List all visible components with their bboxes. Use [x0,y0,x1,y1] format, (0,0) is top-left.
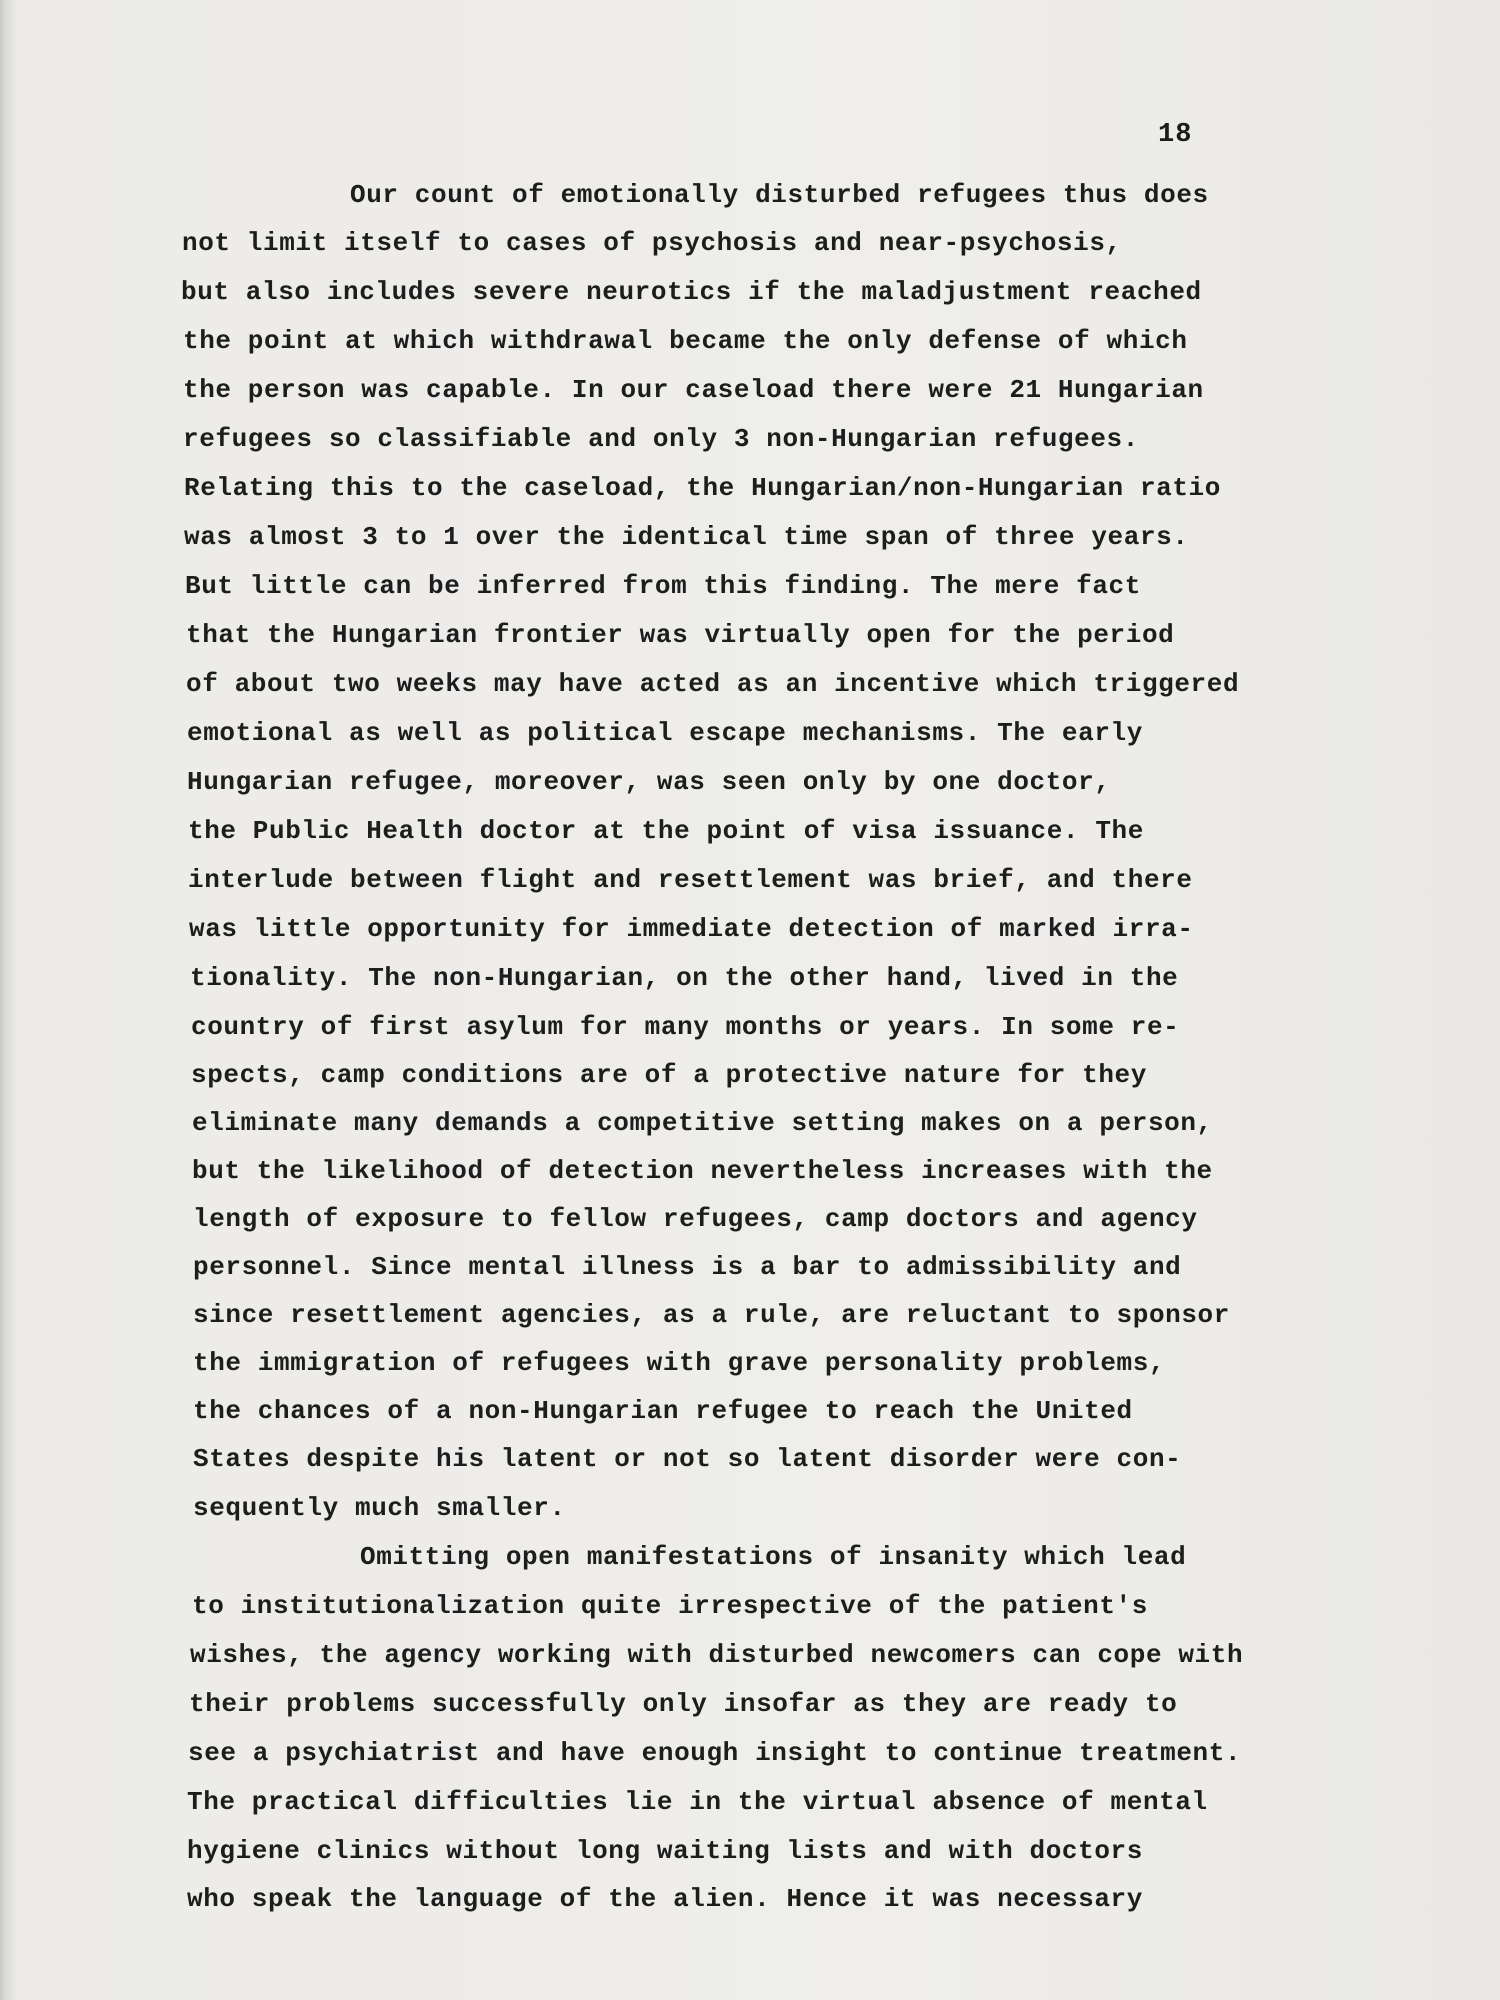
text-line: hygiene clinics without long waiting lists and with doctors [187,1836,1143,1866]
text-line: personnel. Since mental illness is a bar to admissibility and [193,1252,1182,1282]
text-line: The practical difficulties lie in the virtual absence of mental [187,1787,1208,1817]
text-line: country of first asylum for many months or years. In some re- [191,1012,1180,1042]
text-line: the Public Health doctor at the point of visa issuance. The [188,816,1144,846]
text-line: tionality. The non-Hungarian, on the other hand, lived in the [190,963,1179,993]
text-line: not limit itself to cases of psychosis and near-psychosis, [182,228,1122,258]
text-line: who speak the language of the alien. Hence it was necessary [187,1884,1143,1914]
text-line: of about two weeks may have acted as an incentive which triggered [186,669,1240,699]
text-line: Relating this to the caseload, the Hungarian/non-Hungarian ratio [184,473,1221,503]
text-line: But little can be inferred from this finding. The mere fact [185,571,1141,601]
text-line: emotional as well as political escape mechanisms. The early [187,718,1143,748]
text-line: but the likelihood of detection nevertheless increases with the [192,1156,1213,1186]
text-line: Hungarian refugee, moreover, was seen only by one doctor, [187,767,1111,797]
text-line: interlude between flight and resettlement was brief, and there [188,865,1193,895]
text-line: spects, camp conditions are of a protective nature for they [191,1060,1147,1090]
text-line: the person was capable. In our caseload there were 21 Hungarian [183,375,1204,405]
text-line: but also includes severe neurotics if the maladjustment reached [181,277,1202,307]
text-line: wishes, the agency working with disturbed newcomers can cope with [190,1640,1244,1670]
text-line: that the Hungarian frontier was virtually open for the period [186,620,1175,650]
page-number: 18 [1158,120,1193,150]
text-line: refugees so classifiable and only 3 non-Hungarian refugees. [183,424,1139,454]
text-line: length of exposure to fellow refugees, camp doctors and agency [193,1204,1198,1234]
text-line: see a psychiatrist and have enough insight to continue treatment. [188,1738,1242,1768]
text-line: eliminate many demands a competitive setting makes on a person, [192,1108,1213,1138]
text-line: the chances of a non-Hungarian refugee to reach the United [193,1396,1133,1426]
text-line: was almost 3 to 1 over the identical time span of three years. [184,522,1189,552]
text-line: Our count of emotionally disturbed refugees thus does [350,180,1209,210]
text-line: the immigration of refugees with grave personality problems, [193,1348,1166,1378]
text-line: the point at which withdrawal became the only defense of which [183,326,1188,356]
text-line: their problems successfully only insofar as they are ready to [189,1689,1178,1719]
text-line: since resettlement agencies, as a rule, are reluctant to sponsor [193,1300,1230,1330]
text-line: sequently much smaller. [193,1493,566,1523]
text-line: to institutionalization quite irrespective of the patient's [192,1591,1148,1621]
text-line: was little opportunity for immediate detection of marked irra- [189,914,1194,944]
text-line: States despite his latent or not so latent disorder were con- [193,1444,1182,1474]
text-line: Omitting open manifestations of insanity which lead [360,1542,1187,1572]
